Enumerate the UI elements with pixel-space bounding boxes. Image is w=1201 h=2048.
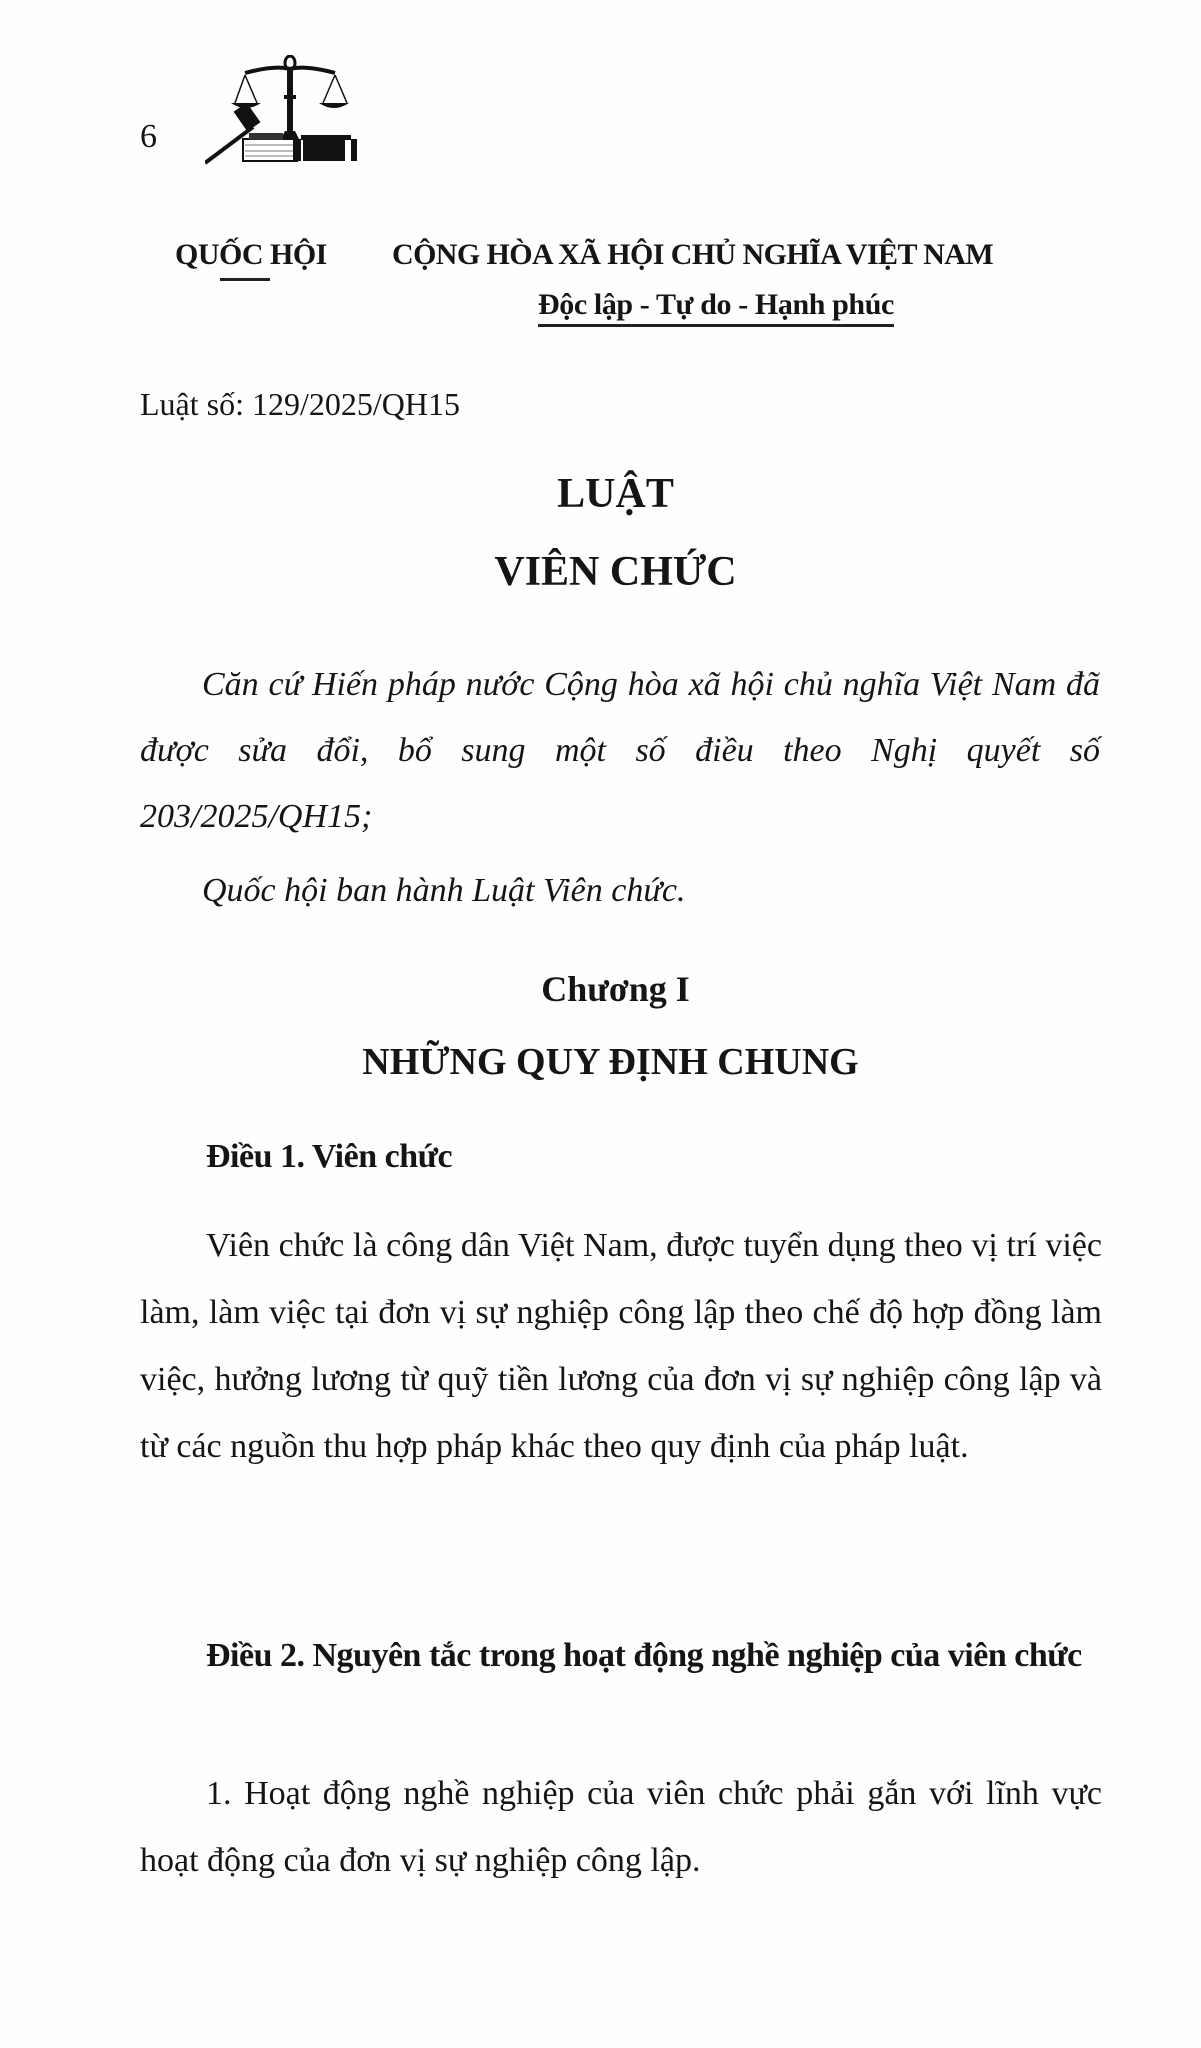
document-type-title: LUẬT <box>557 471 674 517</box>
preamble-paragraph: Căn cứ Hiến pháp nước Cộng hòa xã hội chủ nghĩa Việt Nam đã được sửa đổi, bổ sung một số điều theo Nghị quyết số 203/2025/QH15; <box>140 666 1100 835</box>
issuer-underline <box>220 278 270 281</box>
issuer-name: QUỐC HỘI <box>175 238 327 271</box>
article-heading: Điều 1. Viên chức <box>206 1138 453 1175</box>
article-heading: Điều 2. Nguyên tắc trong hoạt động nghề nghiệp của viên chức <box>206 1637 1082 1674</box>
chapter-title: NHỮNG QUY ĐỊNH CHUNG <box>362 1041 859 1083</box>
article-paragraph: Viên chức là công dân Việt Nam, được tuyển dụng theo vị trí việc làm, làm việc tại đơn vị sự nghiệp công lập theo chế độ hợp đồng làm việc, hưởng lương từ quỹ tiền lương của đơn vị sự nghiệp công lập và từ các nguồn thu hợp pháp khác theo quy định của pháp luật. <box>140 1227 1102 1465</box>
chapter-label: Chương I <box>541 969 690 1009</box>
document-title: VIÊN CHỨC <box>494 549 737 595</box>
article-body <box>140 1212 1102 1480</box>
law-number: Luật số: 129/2025/QH15 <box>140 386 460 422</box>
article-paragraph: 1. Hoạt động nghề nghiệp của viên chức phải gắn với lĩnh vực hoạt động của đơn vị sự nghiệp công lập. <box>140 1775 1102 1879</box>
national-motto: Độc lập - Tự do - Hạnh phúc <box>538 288 894 327</box>
preamble-paragraph: Quốc hội ban hành Luật Viên chức. <box>202 872 686 909</box>
scales-of-justice-gavel-icon <box>205 55 375 165</box>
article-body <box>140 1760 1102 1894</box>
page-number: 6 <box>140 118 157 155</box>
country-name: CỘNG HÒA XÃ HỘI CHỦ NGHĨA VIỆT NAM <box>392 238 994 271</box>
preamble <box>140 652 1100 924</box>
